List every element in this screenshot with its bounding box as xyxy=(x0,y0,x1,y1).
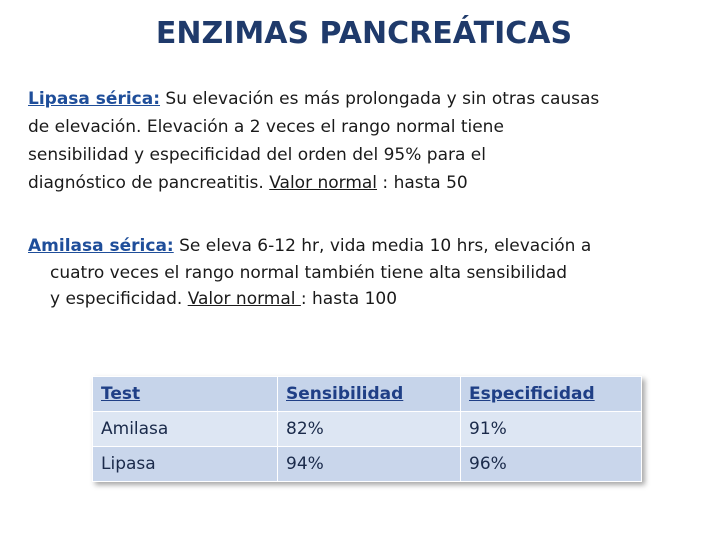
table-row xyxy=(93,447,642,482)
cell-test: Lipasa xyxy=(93,447,278,482)
slide-title: ENZIMAS PANCREÁTICAS xyxy=(155,16,573,51)
header-especificidad: Especificidad xyxy=(461,377,642,412)
lipasa-valor-label: Valor normal xyxy=(269,173,378,193)
amilasa-paragraph xyxy=(28,232,708,312)
header-test: Test xyxy=(93,377,278,412)
lipasa-text-2: de elevación. Elevación a 2 veces el rango normal tiene xyxy=(28,117,504,137)
cell-especificidad: 91% xyxy=(461,412,642,447)
amilasa-text-3: y especificidad. xyxy=(50,289,188,309)
cell-sensibilidad: 82% xyxy=(278,412,461,447)
lipasa-label: Lipasa sérica: xyxy=(28,89,161,109)
amilasa-text-1: Se eleva 6-12 hr, vida media 10 hrs, elevación a xyxy=(173,236,592,256)
lipasa-valor-value: : hasta 50 xyxy=(377,173,468,193)
amilasa-valor-value: : hasta 100 xyxy=(300,289,398,309)
amilasa-text-2: cuatro veces el rango normal también tiene alta sensibilidad xyxy=(50,263,568,283)
cell-sensibilidad: 94% xyxy=(278,447,461,482)
cell-especificidad: 96% xyxy=(461,447,642,482)
lipasa-text-4: diagnóstico de pancreatitis. xyxy=(28,173,270,193)
amilasa-label: Amilasa sérica: xyxy=(28,236,174,256)
table-row xyxy=(93,412,642,447)
lipasa-paragraph xyxy=(28,85,708,197)
amilasa-valor-label: Valor normal xyxy=(187,289,301,309)
enzyme-table xyxy=(92,376,642,482)
cell-test: Amilasa xyxy=(93,412,278,447)
table-header-row xyxy=(93,377,642,412)
header-sensibilidad: Sensibilidad xyxy=(278,377,461,412)
amilasa-line-3 xyxy=(28,286,708,312)
lipasa-text-1: Su elevación es más prolongada y sin otras causas xyxy=(160,89,600,109)
lipasa-text-3: sensibilidad y especificidad del orden del 95% para el xyxy=(28,145,486,165)
